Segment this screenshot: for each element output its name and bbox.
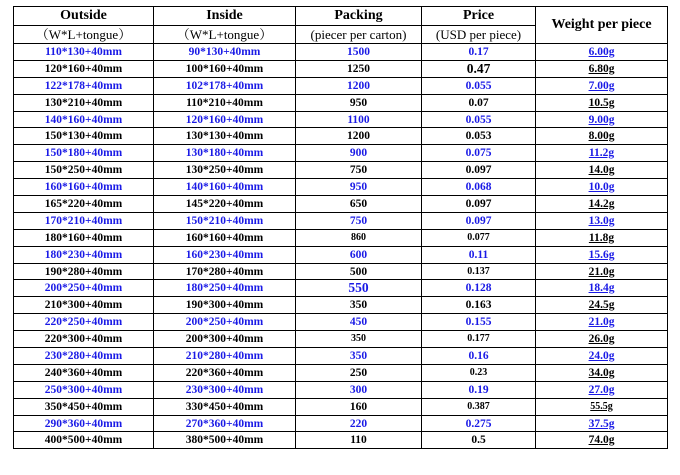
weight-cell: 9.00g <box>536 111 668 128</box>
weight-cell: 7.00g <box>536 77 668 94</box>
price-cell: 0.097 <box>422 196 536 213</box>
inside-cell: 220*360+40mm <box>154 364 296 381</box>
outside-cell: 122*178+40mm <box>14 77 154 94</box>
packing-cell: 1100 <box>296 111 422 128</box>
price-cell: 0.16 <box>422 348 536 365</box>
price-cell: 0.155 <box>422 314 536 331</box>
inside-cell: 90*130+40mm <box>154 44 296 61</box>
table-row <box>14 94 668 111</box>
outside-cell: 220*250+40mm <box>14 314 154 331</box>
table-row <box>14 280 668 297</box>
inside-cell: 230*300+40mm <box>154 381 296 398</box>
inside-cell: 110*210+40mm <box>154 94 296 111</box>
packing-cell: 250 <box>296 364 422 381</box>
outside-cell: 210*300+40mm <box>14 297 154 314</box>
packing-cell: 550 <box>296 280 422 297</box>
packing-cell: 1200 <box>296 77 422 94</box>
price-cell: 0.097 <box>422 162 536 179</box>
outside-cell: 170*210+40mm <box>14 212 154 229</box>
table-row <box>14 314 668 331</box>
table-body <box>14 44 668 449</box>
weight-cell: 8.00g <box>536 128 668 145</box>
price-cell: 0.19 <box>422 381 536 398</box>
outside-cell: 230*280+40mm <box>14 348 154 365</box>
outside-cell: 110*130+40mm <box>14 44 154 61</box>
packing-cell: 950 <box>296 94 422 111</box>
outside-cell: 190*280+40mm <box>14 263 154 280</box>
packing-cell: 110 <box>296 432 422 449</box>
outside-cell: 200*250+40mm <box>14 280 154 297</box>
header-price-title: Price <box>462 8 495 23</box>
inside-cell: 190*300+40mm <box>154 297 296 314</box>
price-table-container <box>13 6 667 449</box>
table-row <box>14 331 668 348</box>
inside-cell: 380*500+40mm <box>154 432 296 449</box>
outside-cell: 120*160+40mm <box>14 60 154 77</box>
inside-cell: 150*210+40mm <box>154 212 296 229</box>
packing-cell: 500 <box>296 263 422 280</box>
table-row <box>14 145 668 162</box>
header-outside <box>14 7 154 26</box>
inside-cell: 160*230+40mm <box>154 246 296 263</box>
weight-cell: 21.0g <box>536 263 668 280</box>
header-packing <box>296 7 422 26</box>
packing-cell: 1200 <box>296 128 422 145</box>
inside-cell: 160*160+40mm <box>154 229 296 246</box>
packing-cell: 860 <box>296 229 422 246</box>
weight-cell: 27.0g <box>536 381 668 398</box>
weight-cell: 10.0g <box>536 179 668 196</box>
outside-cell: 160*160+40mm <box>14 179 154 196</box>
table-row <box>14 229 668 246</box>
price-cell: 0.128 <box>422 280 536 297</box>
inside-cell: 145*220+40mm <box>154 196 296 213</box>
price-cell: 0.068 <box>422 179 536 196</box>
price-cell: 0.17 <box>422 44 536 61</box>
weight-cell: 6.80g <box>536 60 668 77</box>
table-row <box>14 128 668 145</box>
weight-cell: 11.2g <box>536 145 668 162</box>
table-row <box>14 44 668 61</box>
packing-cell: 350 <box>296 297 422 314</box>
table-row <box>14 348 668 365</box>
table-header <box>14 7 668 44</box>
table-row <box>14 398 668 415</box>
header-weight-title: Weight per piece <box>551 17 652 32</box>
price-cell: 0.075 <box>422 145 536 162</box>
packing-cell: 650 <box>296 196 422 213</box>
price-cell: 0.055 <box>422 111 536 128</box>
packing-cell: 300 <box>296 381 422 398</box>
header-weight <box>536 7 668 44</box>
inside-cell: 130*180+40mm <box>154 145 296 162</box>
outside-cell: 130*210+40mm <box>14 94 154 111</box>
packing-cell: 1250 <box>296 60 422 77</box>
table-row <box>14 263 668 280</box>
outside-cell: 150*130+40mm <box>14 128 154 145</box>
weight-cell: 14.2g <box>536 196 668 213</box>
outside-cell: 180*160+40mm <box>14 229 154 246</box>
packing-cell: 750 <box>296 162 422 179</box>
table-row <box>14 381 668 398</box>
inside-cell: 180*250+40mm <box>154 280 296 297</box>
outside-cell: 290*360+40mm <box>14 415 154 432</box>
weight-cell: 34.0g <box>536 364 668 381</box>
price-cell: 0.053 <box>422 128 536 145</box>
weight-cell: 26.0g <box>536 331 668 348</box>
table-row <box>14 212 668 229</box>
inside-cell: 200*300+40mm <box>154 331 296 348</box>
price-cell: 0.137 <box>422 263 536 280</box>
table-row <box>14 60 668 77</box>
weight-cell: 13.0g <box>536 212 668 229</box>
table-row <box>14 246 668 263</box>
header-price <box>422 7 536 26</box>
weight-cell: 10.5g <box>536 94 668 111</box>
weight-cell: 37.5g <box>536 415 668 432</box>
outside-cell: 165*220+40mm <box>14 196 154 213</box>
outside-cell: 150*180+40mm <box>14 145 154 162</box>
packing-cell: 1500 <box>296 44 422 61</box>
weight-cell: 55.5g <box>536 398 668 415</box>
price-cell: 0.097 <box>422 212 536 229</box>
header-packing-subtitle: (piecer per carton) <box>296 26 422 44</box>
inside-cell: 170*280+40mm <box>154 263 296 280</box>
header-inside-subtitle: （W*L+tongue） <box>154 26 296 44</box>
price-cell: 0.077 <box>422 229 536 246</box>
packing-cell: 900 <box>296 145 422 162</box>
price-cell: 0.5 <box>422 432 536 449</box>
price-cell: 0.177 <box>422 331 536 348</box>
outside-cell: 220*300+40mm <box>14 331 154 348</box>
price-cell: 0.387 <box>422 398 536 415</box>
outside-cell: 150*250+40mm <box>14 162 154 179</box>
weight-cell: 74.0g <box>536 432 668 449</box>
price-cell: 0.23 <box>422 364 536 381</box>
inside-cell: 140*160+40mm <box>154 179 296 196</box>
price-cell: 0.275 <box>422 415 536 432</box>
header-price-subtitle: (USD per piece) <box>422 26 536 44</box>
table-row <box>14 77 668 94</box>
price-cell: 0.07 <box>422 94 536 111</box>
header-inside-title: Inside <box>206 8 243 23</box>
table-row <box>14 432 668 449</box>
outside-cell: 240*360+40mm <box>14 364 154 381</box>
inside-cell: 120*160+40mm <box>154 111 296 128</box>
packing-cell: 350 <box>296 348 422 365</box>
packing-cell: 350 <box>296 331 422 348</box>
inside-cell: 100*160+40mm <box>154 60 296 77</box>
price-table <box>13 6 668 449</box>
table-row <box>14 111 668 128</box>
outside-cell: 140*160+40mm <box>14 111 154 128</box>
weight-cell: 11.8g <box>536 229 668 246</box>
table-row <box>14 364 668 381</box>
price-cell: 0.055 <box>422 77 536 94</box>
table-row <box>14 415 668 432</box>
weight-cell: 14.0g <box>536 162 668 179</box>
inside-cell: 210*280+40mm <box>154 348 296 365</box>
table-row <box>14 162 668 179</box>
outside-cell: 250*300+40mm <box>14 381 154 398</box>
weight-cell: 24.5g <box>536 297 668 314</box>
weight-cell: 18.4g <box>536 280 668 297</box>
packing-cell: 160 <box>296 398 422 415</box>
packing-cell: 950 <box>296 179 422 196</box>
outside-cell: 180*230+40mm <box>14 246 154 263</box>
outside-cell: 350*450+40mm <box>14 398 154 415</box>
weight-cell: 24.0g <box>536 348 668 365</box>
weight-cell: 6.00g <box>536 44 668 61</box>
inside-cell: 270*360+40mm <box>154 415 296 432</box>
table-row <box>14 196 668 213</box>
inside-cell: 330*450+40mm <box>154 398 296 415</box>
inside-cell: 200*250+40mm <box>154 314 296 331</box>
inside-cell: 130*130+40mm <box>154 128 296 145</box>
outside-cell: 400*500+40mm <box>14 432 154 449</box>
weight-cell: 15.6g <box>536 246 668 263</box>
header-packing-title: Packing <box>334 8 383 23</box>
table-row <box>14 297 668 314</box>
inside-cell: 102*178+40mm <box>154 77 296 94</box>
header-inside <box>154 7 296 26</box>
header-outside-title: Outside <box>60 8 107 23</box>
weight-cell: 21.0g <box>536 314 668 331</box>
inside-cell: 130*250+40mm <box>154 162 296 179</box>
price-cell: 0.47 <box>422 60 536 77</box>
table-row <box>14 179 668 196</box>
packing-cell: 750 <box>296 212 422 229</box>
packing-cell: 450 <box>296 314 422 331</box>
packing-cell: 220 <box>296 415 422 432</box>
price-cell: 0.163 <box>422 297 536 314</box>
packing-cell: 600 <box>296 246 422 263</box>
price-cell: 0.11 <box>422 246 536 263</box>
header-outside-subtitle: （W*L+tongue） <box>14 26 154 44</box>
